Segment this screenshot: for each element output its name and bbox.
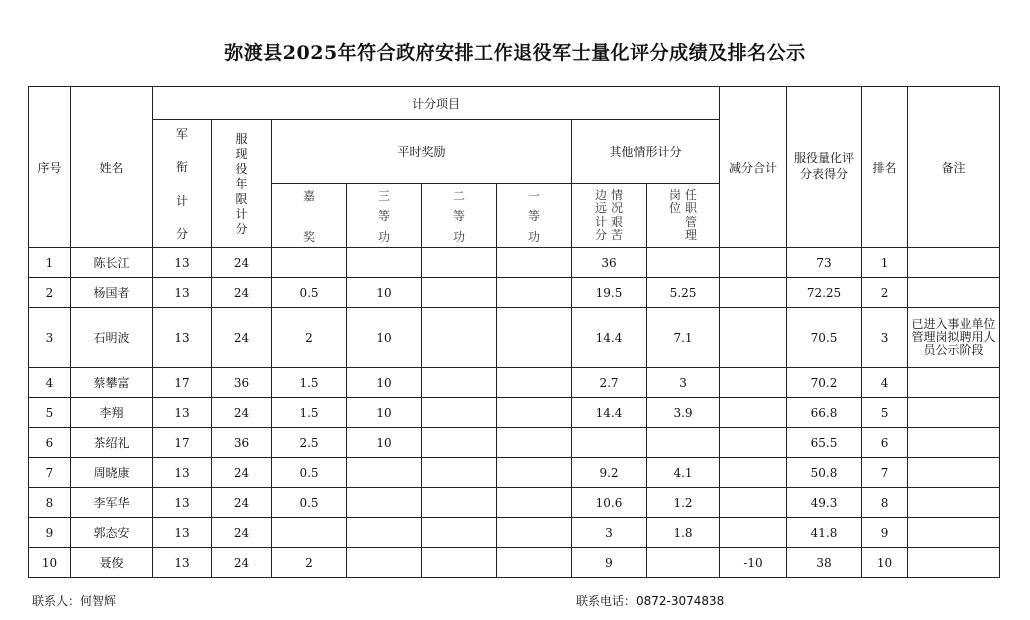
- cell-first: [497, 308, 572, 368]
- cell-rank: 1: [862, 248, 908, 278]
- cell-seq: 6: [29, 428, 71, 458]
- cell-military: 13: [153, 548, 212, 578]
- cell-deduction: [720, 488, 787, 518]
- cell-second: [422, 308, 497, 368]
- cell-military: 13: [153, 518, 212, 548]
- header-military-rank: 军 衔 计 分: [153, 120, 212, 248]
- cell-deduction: [720, 248, 787, 278]
- cell-military: 13: [153, 488, 212, 518]
- cell-commendation: [272, 518, 347, 548]
- table-row: [29, 428, 1000, 458]
- cell-military: 17: [153, 368, 212, 398]
- cell-remark: [908, 398, 1000, 428]
- cell-third: [347, 518, 422, 548]
- cell-military: 13: [153, 458, 212, 488]
- cell-years: 36: [212, 428, 272, 458]
- table-row: [29, 518, 1000, 548]
- cell-commendation: 1.5: [272, 398, 347, 428]
- cell-total: 38: [787, 548, 862, 578]
- cell-first: [497, 458, 572, 488]
- cell-commendation: 0.5: [272, 278, 347, 308]
- cell-name: 周晓康: [71, 458, 153, 488]
- cell-years: 24: [212, 278, 272, 308]
- cell-hardship: 9.2: [572, 458, 647, 488]
- header-third-class: 三 等 功: [347, 184, 422, 248]
- cell-name: 郭态安: [71, 518, 153, 548]
- cell-second: [422, 278, 497, 308]
- cell-total: 66.8: [787, 398, 862, 428]
- cell-hardship: 3: [572, 518, 647, 548]
- cell-military: 13: [153, 248, 212, 278]
- cell-rank: 7: [862, 458, 908, 488]
- cell-commendation: 1.5: [272, 368, 347, 398]
- cell-commendation: 2: [272, 308, 347, 368]
- cell-total: 70.5: [787, 308, 862, 368]
- cell-second: [422, 518, 497, 548]
- cell-total: 70.2: [787, 368, 862, 398]
- cell-seq: 10: [29, 548, 71, 578]
- cell-third: 10: [347, 278, 422, 308]
- cell-seq: 5: [29, 398, 71, 428]
- cell-first: [497, 428, 572, 458]
- cell-years: 24: [212, 488, 272, 518]
- header-deduction: 减分合计: [720, 87, 787, 248]
- cell-hardship: 19.5: [572, 278, 647, 308]
- cell-years: 24: [212, 308, 272, 368]
- header-rank: 排名: [862, 87, 908, 248]
- cell-remark: [908, 548, 1000, 578]
- cell-rank: 3: [862, 308, 908, 368]
- cell-remark: [908, 488, 1000, 518]
- cell-name: 蔡攀富: [71, 368, 153, 398]
- header-total: 服役量化评分表得分: [787, 87, 862, 248]
- header-other: 其他情形计分: [572, 120, 720, 184]
- cell-total: 49.3: [787, 488, 862, 518]
- cell-military: 17: [153, 428, 212, 458]
- cell-first: [497, 488, 572, 518]
- cell-hardship: 36: [572, 248, 647, 278]
- cell-total: 73: [787, 248, 862, 278]
- header-hardship: 边 远 计 分 情 况 艰 苦: [572, 184, 647, 248]
- cell-rank: 9: [862, 518, 908, 548]
- cell-remark: [908, 428, 1000, 458]
- cell-commendation: 0.5: [272, 458, 347, 488]
- table-row: [29, 488, 1000, 518]
- header-service-years: 服 现 役 年 限 计 分: [212, 120, 272, 248]
- cell-second: [422, 488, 497, 518]
- cell-seq: 7: [29, 458, 71, 488]
- cell-position: 5.25: [647, 278, 720, 308]
- cell-third: [347, 458, 422, 488]
- cell-rank: 10: [862, 548, 908, 578]
- cell-hardship: [572, 428, 647, 458]
- cell-name: 聂俊: [71, 548, 153, 578]
- cell-commendation: 2: [272, 548, 347, 578]
- header-position: 岗 位 任 职 管 理: [647, 184, 720, 248]
- cell-rank: 6: [862, 428, 908, 458]
- header-score-items: 计分项目: [153, 87, 720, 120]
- cell-second: [422, 548, 497, 578]
- cell-hardship: 14.4: [572, 398, 647, 428]
- cell-second: [422, 458, 497, 488]
- table-row: [29, 278, 1000, 308]
- contact-phone: 联系电话：0872-3074838: [576, 594, 725, 608]
- cell-second: [422, 428, 497, 458]
- cell-position: 7.1: [647, 308, 720, 368]
- cell-position: [647, 428, 720, 458]
- cell-rank: 5: [862, 398, 908, 428]
- cell-seq: 3: [29, 308, 71, 368]
- cell-hardship: 14.4: [572, 308, 647, 368]
- cell-hardship: 10.6: [572, 488, 647, 518]
- cell-position: 3: [647, 368, 720, 398]
- cell-second: [422, 248, 497, 278]
- cell-first: [497, 548, 572, 578]
- cell-total: 65.5: [787, 428, 862, 458]
- table-row: [29, 548, 1000, 578]
- cell-total: 72.25: [787, 278, 862, 308]
- cell-years: 24: [212, 458, 272, 488]
- header-first-class: 一 等 功: [497, 184, 572, 248]
- cell-position: 3.9: [647, 398, 720, 428]
- cell-name: 石明波: [71, 308, 153, 368]
- cell-first: [497, 278, 572, 308]
- header-commendation: 嘉 奖: [272, 184, 347, 248]
- cell-remark: [908, 248, 1000, 278]
- cell-first: [497, 518, 572, 548]
- cell-military: 13: [153, 308, 212, 368]
- contact-person: 联系人：何智辉: [32, 594, 117, 608]
- cell-deduction: [720, 458, 787, 488]
- cell-hardship: 9: [572, 548, 647, 578]
- cell-total: 50.8: [787, 458, 862, 488]
- table-row: [29, 398, 1000, 428]
- cell-military: 13: [153, 278, 212, 308]
- cell-commendation: [272, 248, 347, 278]
- cell-remark: [908, 518, 1000, 548]
- cell-remark: [908, 278, 1000, 308]
- cell-second: [422, 368, 497, 398]
- cell-seq: 2: [29, 278, 71, 308]
- header-name: 姓名: [71, 87, 153, 248]
- cell-name: 李军华: [71, 488, 153, 518]
- cell-third: [347, 248, 422, 278]
- cell-third: 10: [347, 368, 422, 398]
- cell-military: 13: [153, 398, 212, 428]
- cell-years: 24: [212, 548, 272, 578]
- score-table: [28, 86, 1000, 578]
- cell-position: [647, 248, 720, 278]
- cell-deduction: -10: [720, 548, 787, 578]
- cell-deduction: [720, 278, 787, 308]
- cell-position: 1.8: [647, 518, 720, 548]
- cell-second: [422, 398, 497, 428]
- cell-name: 杨国者: [71, 278, 153, 308]
- cell-third: 10: [347, 428, 422, 458]
- cell-years: 24: [212, 248, 272, 278]
- cell-rank: 8: [862, 488, 908, 518]
- header-seq: 序号: [29, 87, 71, 248]
- cell-position: 4.1: [647, 458, 720, 488]
- cell-first: [497, 398, 572, 428]
- cell-name: 李翔: [71, 398, 153, 428]
- cell-first: [497, 248, 572, 278]
- cell-years: 24: [212, 398, 272, 428]
- cell-deduction: [720, 398, 787, 428]
- cell-remark: [908, 458, 1000, 488]
- table-row: [29, 368, 1000, 398]
- document-title: 弥渡县2025年符合政府安排工作退役军士量化评分成绩及排名公示: [224, 42, 806, 64]
- cell-third: 10: [347, 308, 422, 368]
- header-second-class: 二 等 功: [422, 184, 497, 248]
- cell-position: [647, 548, 720, 578]
- table-row: [29, 248, 1000, 278]
- cell-rank: 2: [862, 278, 908, 308]
- cell-third: [347, 548, 422, 578]
- header-rewards: 平时奖励: [272, 120, 572, 184]
- cell-position: 1.2: [647, 488, 720, 518]
- cell-years: 24: [212, 518, 272, 548]
- cell-seq: 4: [29, 368, 71, 398]
- cell-rank: 4: [862, 368, 908, 398]
- cell-seq: 8: [29, 488, 71, 518]
- table-row: [29, 458, 1000, 488]
- table-row: [29, 308, 1000, 368]
- cell-deduction: [720, 518, 787, 548]
- cell-third: [347, 488, 422, 518]
- cell-deduction: [720, 428, 787, 458]
- cell-name: 陈长江: [71, 248, 153, 278]
- cell-years: 36: [212, 368, 272, 398]
- cell-third: 10: [347, 398, 422, 428]
- cell-remark: 已进入事业单位管理岗拟聘用人员公示阶段: [908, 308, 1000, 368]
- cell-name: 茶绍礼: [71, 428, 153, 458]
- cell-remark: [908, 368, 1000, 398]
- cell-hardship: 2.7: [572, 368, 647, 398]
- header-remark: 备注: [908, 87, 1000, 248]
- cell-commendation: 0.5: [272, 488, 347, 518]
- cell-seq: 1: [29, 248, 71, 278]
- cell-deduction: [720, 308, 787, 368]
- cell-seq: 9: [29, 518, 71, 548]
- cell-total: 41.8: [787, 518, 862, 548]
- cell-commendation: 2.5: [272, 428, 347, 458]
- cell-first: [497, 368, 572, 398]
- cell-deduction: [720, 368, 787, 398]
